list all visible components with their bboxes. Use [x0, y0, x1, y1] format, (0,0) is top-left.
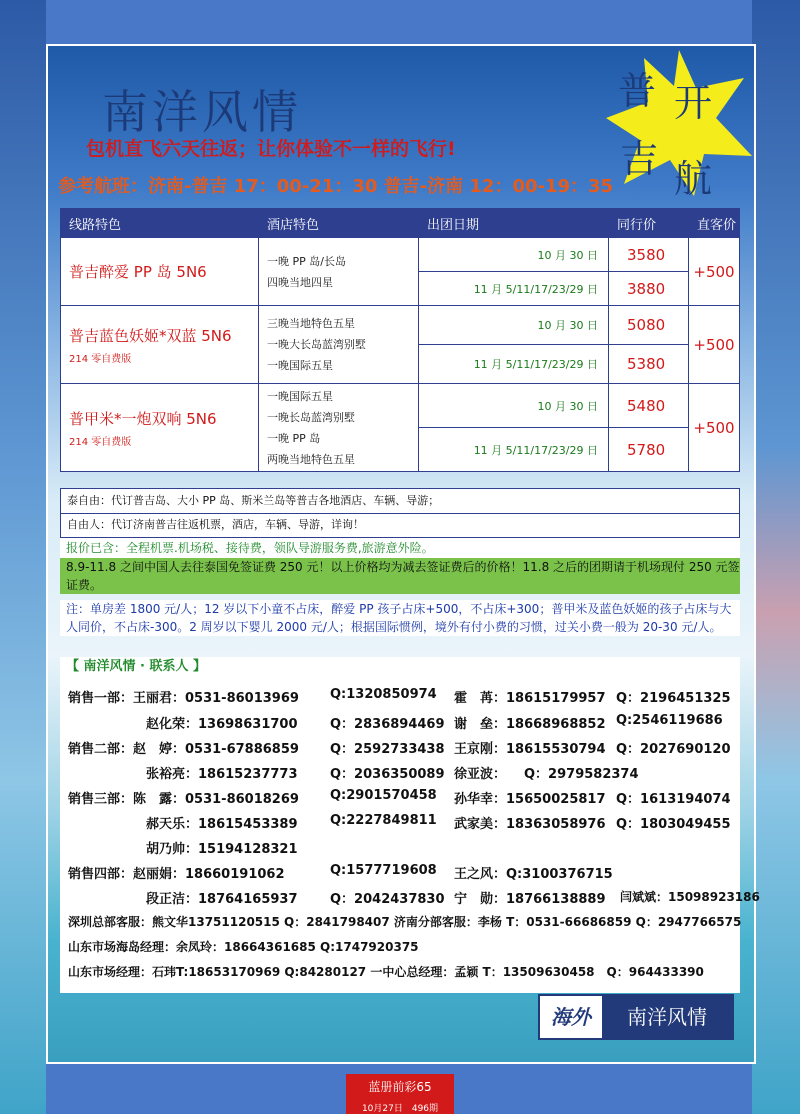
badge-char-1: 普 — [618, 69, 657, 113]
self-pay-info: 泰自由：代订普吉岛、大小 PP 岛、斯米兰岛等普吉各地酒店、车辆、导游； — [60, 488, 740, 514]
depart-date: 11 月 5/11/17/23/29 日 — [419, 428, 609, 472]
depart-date: 10 月 30 日 — [419, 306, 609, 345]
page-title: 南洋风情 — [102, 85, 302, 139]
contact-entry: 赵化荣：13698631700 — [146, 717, 298, 732]
contacts-heading: 【 南洋风情 · 联系人 】 — [60, 657, 740, 677]
contact-qq: Q:2546119686 — [616, 713, 723, 728]
hotel-info: 一晚国际五星 一晚长岛蓝湾别墅 一晚 PP 岛 两晚当地特色五星 — [259, 384, 419, 472]
col-header: 直客价 — [689, 209, 740, 238]
direct-price: +500 — [689, 384, 740, 472]
background-right — [752, 0, 800, 1114]
route-name: 普甲米*一炮双响 5N6 214 零自费版 — [61, 384, 259, 472]
agent-price: 5380 — [609, 345, 689, 384]
contact-qq: Q：2592733438 — [330, 742, 445, 757]
contact-qq: Q:1320850974 — [330, 687, 437, 702]
route-name: 普吉蓝色妖姬*双蓝 5N6 214 零自费版 — [61, 306, 259, 384]
contact-qq: Q:2901570458 — [330, 788, 437, 803]
route-table — [60, 208, 740, 472]
contact-entry: 销售四部：赵丽娟：18660191062 — [68, 867, 285, 882]
contact-qq: Q:2227849811 — [330, 813, 437, 828]
hotel-info: 一晚 PP 岛/长岛 四晚当地四星 — [259, 238, 419, 306]
depart-date: 11 月 5/11/17/23/29 日 — [419, 345, 609, 384]
background-left — [0, 0, 46, 1114]
direct-price: +500 — [689, 306, 740, 384]
contact-entry: 深圳总部客服：熊文华13751120515 Q：2841798407 济南分部客服：李杨 T：0531-66686859 Q：2947766575 — [68, 915, 742, 929]
badge-char-3: 开 — [674, 81, 713, 125]
contact-entry: 山东市场经理：石玮T:18653170969 Q:84280127 一中心总经理：孟颖 T：13509630458 Q：964433390 — [68, 965, 704, 979]
contact-entry: 山东市场海岛经理：余凤玲：18664361685 Q:1747920375 — [68, 940, 419, 954]
depart-date: 10 月 30 日 — [419, 238, 609, 272]
contact-entry: 武家美：18363058976 — [454, 817, 606, 832]
table-row — [61, 306, 740, 345]
col-header: 出团日期 — [419, 209, 609, 238]
contact-entry: 徐亚波： — [454, 767, 507, 782]
direct-price: +500 — [689, 238, 740, 306]
contact-entry: 段正洁：18764165937 — [146, 892, 298, 907]
self-trip-info: 自由人：代订济南普吉往返机票，酒店，车辆、导游，详询！ — [60, 514, 740, 538]
contact-entry: 销售一部：王丽君：0531-86013969 — [68, 691, 299, 706]
route-name: 普吉醉爱 PP 岛 5N6 — [61, 238, 259, 306]
col-header: 线路特色 — [61, 209, 259, 238]
contact-entry: 王京刚：18615530794 — [454, 742, 606, 757]
contact-entry: 王之风：Q:3100376715 — [454, 867, 613, 882]
contact-entry: 张裕亮：18615237773 — [146, 767, 298, 782]
contact-qq: Q：2979582374 — [524, 767, 639, 782]
agent-price: 3880 — [609, 272, 689, 306]
depart-date: 11 月 5/11/17/23/29 日 — [419, 272, 609, 306]
depart-date: 10 月 30 日 — [419, 384, 609, 428]
contact-qq: Q：2042437830 — [330, 892, 445, 907]
logo-right: 南洋风情 — [602, 996, 732, 1038]
col-header: 酒店特色 — [259, 209, 419, 238]
contact-qq: Q：2027690120 — [616, 742, 731, 757]
page-number: 蓝册前彩65 — [368, 1080, 432, 1094]
contact-qq: Q:1577719608 — [330, 863, 437, 878]
agent-price: 5080 — [609, 306, 689, 345]
contact-entry: 闫斌斌：15098923186 — [620, 890, 760, 904]
contacts-list — [60, 677, 760, 993]
contact-entry: 胡乃帅：15194128321 — [146, 842, 298, 857]
visa-note: 8.9-11.8 之间中国人去往泰国免签证费 250 元！以上价格均为减去签证费后的价格！11.8 之后的团期请于机场现付 250 元签证费。 — [60, 558, 740, 594]
table-header — [61, 209, 740, 238]
slogan: 包机直飞六天往返；让你体验不一样的飞行! — [86, 138, 456, 160]
badge-char-2: 吉 — [620, 137, 659, 181]
contact-qq: Q：2036350089 — [330, 767, 445, 782]
contact-entry: 霍 苒：18615179957 — [454, 691, 606, 706]
table-row — [61, 238, 740, 272]
contact-entry: 孙华幸：15650025817 — [454, 792, 606, 807]
contact-entry: 谢 垒：18668968852 — [454, 717, 606, 732]
contact-qq: Q：1613194074 — [616, 792, 731, 807]
logo-left: 海外 — [551, 1005, 591, 1029]
agent-price: 5780 — [609, 428, 689, 472]
hotel-info: 三晚当地特色五星 一晚大长岛蓝湾别墅 一晚国际五星 — [259, 306, 419, 384]
contact-entry: 销售二部：赵 婷：0531-67886859 — [68, 742, 299, 757]
table-row — [61, 384, 740, 428]
agent-price: 3580 — [609, 238, 689, 272]
included-note: 报价已含：全程机票.机场税、接待费，领队导游服务费,旅游意外险。 — [60, 538, 740, 558]
contact-entry: 郝天乐：18615453389 — [146, 817, 298, 832]
page-footer — [346, 1074, 454, 1114]
flight-info: 参考航班：济南-普吉 17：00-21：30 普吉-济南 12：00-19：35 — [58, 176, 614, 197]
contact-qq: Q：2836894469 — [330, 717, 445, 732]
issue-date: 10月27日 496期 — [361, 1104, 439, 1114]
contact-qq: Q：1803049455 — [616, 817, 731, 832]
contact-qq: Q：2196451325 — [616, 691, 731, 706]
notes: 注：单房差 1800 元/人；12 岁以下小童不占床，醉爱 PP 孩子占床+500，不占床+300；普甲米及蓝色妖姬的孩子占床与大人同价，不占床-300。2 周岁以下婴儿 2000 元/人；根据国际惯例，境外有付小费的习惯，过关小费一般为 20-30 元/人。 — [60, 600, 740, 636]
col-header: 同行价 — [609, 209, 689, 238]
contact-entry: 销售三部：陈 露：0531-86018269 — [68, 792, 299, 807]
agent-price: 5480 — [609, 384, 689, 428]
badge-char-4: 航 — [674, 157, 713, 201]
brand-logo — [538, 994, 734, 1040]
contact-entry: 宁 勋：18766138889 — [454, 892, 606, 907]
